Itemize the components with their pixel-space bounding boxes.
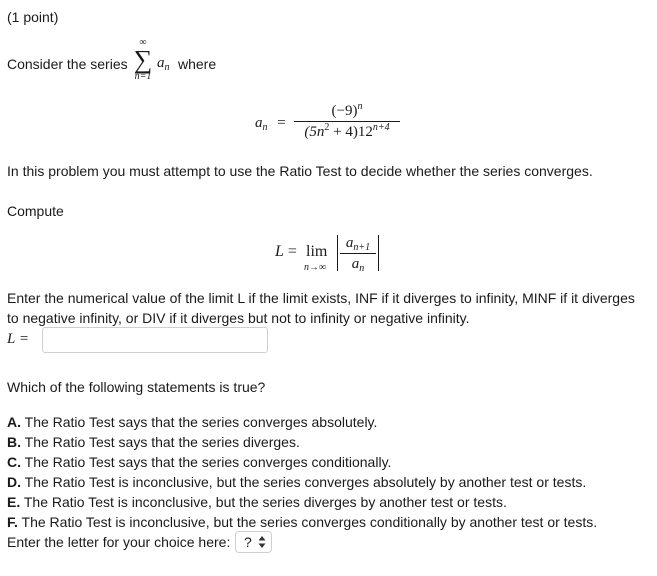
- ratio-fraction: [340, 234, 376, 273]
- denominator-exponent: n+4: [372, 122, 390, 133]
- lhs-base: a: [255, 115, 263, 131]
- ratio-numerator: [340, 234, 376, 252]
- option-c: [7, 454, 391, 470]
- ratio-denominator: [340, 255, 376, 273]
- abs-bar-right: [378, 235, 379, 271]
- summation: [132, 38, 154, 82]
- option-f: [7, 514, 597, 530]
- enter-instructions-line2: to negative infinity, or DIV if it diverges but not to infinity or negative infinity.: [7, 310, 470, 326]
- fraction-denominator: [294, 123, 400, 141]
- option-text: The Ratio Test says that the series diverges.: [21, 434, 300, 450]
- option-text: The Ratio Test is inconclusive, but the series diverges by another test or tests.: [20, 494, 507, 510]
- sum-upper-limit: ∞: [139, 37, 147, 48]
- option-text: The Ratio Test is inconclusive, but the series converges conditionally by another test or tests.: [17, 514, 598, 530]
- equals-sign: =: [277, 115, 286, 131]
- option-text: The Ratio Test says that the series converges absolutely.: [21, 414, 378, 430]
- choice-prompt: Enter the letter for your choice here:: [7, 534, 231, 550]
- term-base: a: [157, 55, 165, 71]
- numerator-exponent: n: [357, 101, 363, 112]
- ratio-den-base: a: [351, 256, 360, 272]
- denominator-square: 2: [324, 122, 330, 133]
- option-letter: D.: [7, 474, 21, 490]
- choice-selected-value: ?: [244, 534, 252, 550]
- limit-equals: =: [287, 243, 297, 260]
- option-b: [7, 434, 300, 450]
- denominator-base: (5n: [304, 124, 325, 140]
- numerator-base: (−9): [331, 103, 358, 119]
- ratio-den-sub: n: [359, 263, 365, 274]
- ratio-num-base: a: [345, 235, 354, 251]
- option-a: [7, 414, 377, 430]
- option-text: The Ratio Test is inconclusive, but the series converges absolutely by another test or tests.: [21, 474, 587, 490]
- limit-L: L: [275, 243, 284, 260]
- question-text: Which of the following statements is true?: [7, 379, 266, 395]
- an-fraction: [294, 102, 400, 141]
- lhs-sub: n: [262, 122, 268, 133]
- updown-arrows-icon: [258, 535, 266, 549]
- option-letter: A.: [7, 414, 21, 430]
- denominator-rest: + 4)12: [329, 124, 373, 140]
- ratio-num-sub: n+1: [353, 242, 371, 253]
- enter-instructions-line1: Enter the numerical value of the limit L if the limit exists, INF if it diverges to infinity, MINF if it diverges: [7, 290, 635, 306]
- intro-text: Consider the series: [7, 56, 128, 72]
- formula-lhs: [255, 115, 286, 132]
- option-e: [7, 494, 507, 510]
- fraction-numerator: [294, 102, 400, 120]
- sum-lower-limit: n=1: [134, 71, 152, 82]
- points-label: (1 point): [7, 9, 59, 25]
- lim-subscript: n→∞: [304, 262, 327, 273]
- abs-bar-left: [337, 235, 338, 271]
- compute-label: Compute: [7, 203, 64, 219]
- ratio-bar: [340, 253, 376, 254]
- option-text: The Ratio Test says that the series converges conditionally.: [21, 454, 392, 470]
- instruction-text: In this problem you must attempt to use the Ratio Test to decide whether the series converges.: [7, 163, 593, 179]
- where-text: where: [178, 56, 217, 72]
- answer-label: L =: [7, 331, 29, 347]
- series-term: [157, 55, 170, 72]
- option-letter: F.: [7, 514, 18, 530]
- option-letter: C.: [7, 454, 21, 470]
- sigma-symbol: ∑: [133, 45, 153, 74]
- choice-select[interactable]: [235, 531, 272, 553]
- term-sub: n: [164, 62, 170, 73]
- option-letter: E.: [7, 494, 21, 510]
- option-letter: B.: [7, 434, 21, 450]
- limit-answer-input[interactable]: [42, 327, 268, 353]
- limit-lhs: [275, 243, 297, 261]
- lim-operator: lim: [306, 243, 328, 260]
- option-d: [7, 474, 586, 490]
